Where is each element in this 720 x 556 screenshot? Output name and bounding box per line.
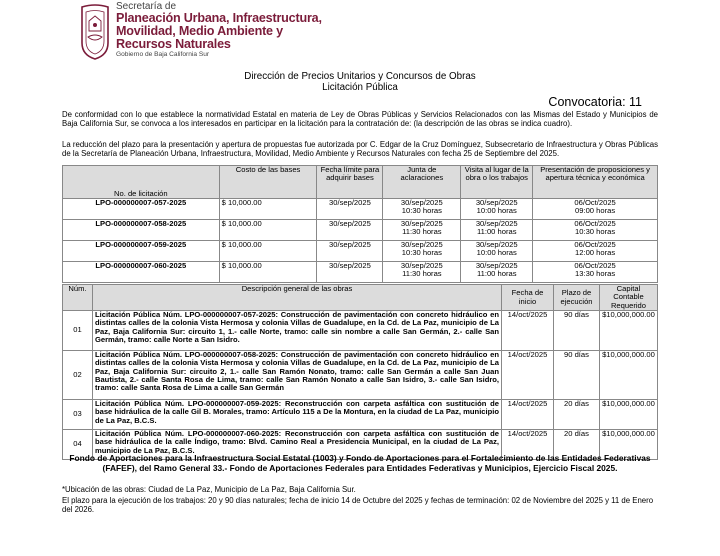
- pres-date: 06/Oct/2025: [574, 219, 616, 228]
- table-row: [63, 241, 658, 262]
- agency-name: [116, 2, 322, 58]
- fondos-paragraph: Fondo de Aportaciones para la Infraestructura Social Estatal (1003) y Fondo de Aportaciones para el Fortalecimiento de las Entidades Federativas (FAFEF), del Ramo General 33.- Fondo de Aportaciones Federales para Entidades Federativas y Municipios, Ejercicio Fiscal 2025.: [69, 453, 651, 473]
- obras-table: [62, 284, 658, 460]
- obra-description: Licitación Pública Núm. LPO-000000007-060-2025: Reconstrucción con carpeta asfáltica con sustitución de base hidráulica de la calle Índigo, tramo: Blvd. Camino Real a Presidencia Municipal, en la ciudad de La Paz, municipio de La Paz, B.C.S.: [92, 430, 501, 460]
- obra-start: 14/oct/2025: [502, 351, 554, 400]
- header-plazo: Plazo de ejecución: [554, 285, 600, 311]
- junta-time: 10:30 horas: [401, 248, 442, 258]
- licitacion-presentacion: [533, 220, 658, 241]
- obra-num: 03: [63, 400, 93, 430]
- licitacion-limit: 30/sep/2025: [317, 241, 383, 262]
- obra-num: 02: [63, 351, 93, 400]
- licitacion-cost: $ 10,000.00: [219, 241, 317, 262]
- obra-start: 14/oct/2025: [502, 430, 554, 460]
- direccion-title: Dirección de Precios Unitarios y Concursos de Obras: [244, 71, 476, 82]
- licitacion-junta: [383, 241, 461, 262]
- pres-date: 06/Oct/2025: [574, 240, 616, 249]
- licitacion-limit: 30/sep/2025: [317, 199, 383, 220]
- licitacion-title: Licitación Pública: [322, 82, 398, 93]
- obra-num: 04: [63, 430, 93, 460]
- licitacion-junta: [383, 199, 461, 220]
- header-costo: Costo de las bases: [219, 166, 317, 199]
- licitacion-visita: [461, 262, 533, 283]
- obra-capital: $10,000,000.00: [599, 400, 657, 430]
- junta-time: 10:30 horas: [401, 206, 442, 216]
- reduction-paragraph: La reducción del plazo para la presentación y apertura de propuestas fue autorizada por C. Edgar de la Cruz Domínguez, Subsecretario de Infraestructura y Obras Públicas de la Secretaría de Planeación Urbana, Infraestructura, Movilidad, Medio Ambiente y Recursos Naturales con fecha 25 de Septiembre del 2025.: [62, 140, 658, 159]
- obra-plazo: 20 días: [554, 400, 600, 430]
- obra-start: 14/oct/2025: [502, 311, 554, 351]
- obra-description: Licitación Pública Núm. LPO-000000007-058-2025: Construcción de pavimentación con concreto hidráulico en distintas calles de la colonia Vista Hermosa y colonia Villas de Guadalupe, en la Cd. de La Paz, municipio de La Paz, Baja California Sur: circuito 2, 1.- calle San Ramón Nonato, tramo: calle San Germán a calle San Juan Bautista, 2.- calle Santa Rosa de Lima, tramo: calle San Ramón Nonato a calle San Isidro, 3.- calle San Isidro, tramo: calle Santa Rosa de Lima a calle San Germán: [92, 351, 501, 400]
- visita-date: 30/sep/2025: [475, 198, 518, 207]
- licitacion-presentacion: [533, 241, 658, 262]
- convocatoria-number: Convocatoria: 11: [548, 95, 642, 109]
- pres-time: 12:00 horas: [575, 248, 616, 258]
- pres-time: 09:00 horas: [575, 206, 616, 216]
- header-no-licitacion: No. de licitación: [63, 166, 220, 199]
- obra-num: 01: [63, 311, 93, 351]
- visita-time: 11:00 horas: [476, 227, 517, 237]
- licitacion-code: LPO-000000007-060-2025: [63, 262, 220, 283]
- table-row: [63, 351, 658, 400]
- junta-time: 11:30 horas: [402, 227, 442, 237]
- licitacion-junta: [383, 220, 461, 241]
- obra-plazo: 90 días: [554, 351, 600, 400]
- visita-date: 30/sep/2025: [475, 261, 518, 270]
- ubicacion-note: *Ubicación de las obras: Ciudad de La Paz, Municipio de La Paz, Baja California Sur.: [62, 485, 356, 494]
- visita-time: 10:00 horas: [476, 248, 517, 258]
- visita-time: 11:00 horas: [476, 269, 517, 279]
- obra-description: Licitación Pública Núm. LPO-000000007-057-2025: Construcción de pavimentación con concreto hidráulico en distintas calles de la colonia Vista Hermosa y colonia Villas de Guadalupe, en la Cd. de La Paz, municipio de La Paz, Baja California Sur: circuito 1, 1.- calle Norte, tramo: calle sin nombre a calle San Germán, 2.- calle San Germán, tramo: calle Norte a San Isidro.: [92, 311, 501, 351]
- header-presentacion: Presentación de proposiciones y apertura técnica y económica: [533, 166, 658, 199]
- header-visita: Visita al lugar de la obra o los trabajos: [461, 166, 533, 199]
- licitacion-cost: $ 10,000.00: [219, 199, 317, 220]
- table-header-row: [63, 285, 658, 311]
- licitacion-visita: [461, 199, 533, 220]
- table-row: [63, 262, 658, 283]
- licitacion-junta: [383, 262, 461, 283]
- licitacion-presentacion: [533, 199, 658, 220]
- agency-line-3: Recursos Naturales: [116, 36, 231, 51]
- obra-start: 14/oct/2025: [502, 400, 554, 430]
- obra-plazo: 20 días: [554, 430, 600, 460]
- pres-time: 13:30 horas: [575, 269, 616, 279]
- pres-time: 10:30 horas: [575, 227, 616, 237]
- junta-date: 30/sep/2025: [400, 219, 443, 228]
- licitacion-cost: $ 10,000.00: [219, 262, 317, 283]
- visita-date: 30/sep/2025: [475, 240, 518, 249]
- header-fecha-inicio: Fecha de inicio: [502, 285, 554, 311]
- junta-date: 30/sep/2025: [400, 198, 443, 207]
- pres-date: 06/Oct/2025: [574, 198, 616, 207]
- agency-line-2: Movilidad, Medio Ambiente y: [116, 24, 283, 39]
- header-capital: Capital Contable Requerido: [599, 285, 657, 311]
- visita-date: 30/sep/2025: [475, 219, 518, 228]
- junta-time: 11:30 horas: [402, 269, 442, 279]
- agency-header: [76, 2, 336, 68]
- licitacion-visita: [461, 241, 533, 262]
- licitacion-presentacion: [533, 262, 658, 283]
- licitacion-limit: 30/sep/2025: [317, 220, 383, 241]
- licitacion-code: LPO-000000007-059-2025: [63, 241, 220, 262]
- agency-line-1: Planeación Urbana, Infraestructura,: [116, 11, 322, 26]
- licitacion-code: LPO-000000007-057-2025: [63, 199, 220, 220]
- table-row: [63, 400, 658, 430]
- header-descripcion: Descripción general de las obras: [92, 285, 501, 311]
- visita-time: 10:00 horas: [476, 206, 517, 216]
- header-num: Núm.: [63, 285, 93, 311]
- licitacion-limit: 30/sep/2025: [317, 262, 383, 283]
- obra-capital: $10,000,000.00: [599, 430, 657, 460]
- table-header-row: [63, 166, 658, 199]
- agency-line-0: Secretaría de: [116, 1, 177, 12]
- table-row: [63, 311, 658, 351]
- plazo-note: El plazo para la ejecución de los trabajos: 20 y 90 días naturales; fecha de inicio 14 de Octubre del 2025 y fechas de terminación: 02 de Noviembre del 2025 y 11 de Enero del 2026.: [62, 496, 654, 515]
- table-row: [63, 220, 658, 241]
- obra-description: Licitación Pública Núm. LPO-000000007-059-2025: Reconstrucción con carpeta asfáltica con sustitución de base hidráulica de la calle Gil B. Morales, tramo: Artículo 115 a De la Montura, en la ciudad de La Paz, municipio de La Paz, B.C.S.: [92, 400, 501, 430]
- licitacion-code: LPO-000000007-058-2025: [63, 220, 220, 241]
- obra-capital: $10,000,000.00: [599, 351, 657, 400]
- table-row: [63, 199, 658, 220]
- obra-plazo: 90 días: [554, 311, 600, 351]
- header-junta: Junta de aclaraciones: [383, 166, 461, 199]
- intro-paragraph: De conformidad con lo que establece la normatividad Estatal en materia de Ley de Obras Públicas y Servicios Relacionados con las Mismas del Estado y Municipios de Baja California Sur, se convoca a los interesados en participar en la licitación para la contratación de: (la descripción de las obras se indica cuadro).: [62, 110, 658, 129]
- licitacion-visita: [461, 220, 533, 241]
- obra-capital: $10,000,000.00: [599, 311, 657, 351]
- licitaciones-table: [62, 165, 658, 283]
- licitacion-cost: $ 10,000.00: [219, 220, 317, 241]
- pres-date: 06/Oct/2025: [574, 261, 616, 270]
- state-seal-icon: [76, 3, 114, 61]
- junta-date: 30/sep/2025: [400, 261, 443, 270]
- header-fecha-limite: Fecha límite para adquirir bases: [317, 166, 383, 199]
- junta-date: 30/sep/2025: [400, 240, 443, 249]
- government-name: Gobierno de Baja California Sur: [116, 50, 210, 58]
